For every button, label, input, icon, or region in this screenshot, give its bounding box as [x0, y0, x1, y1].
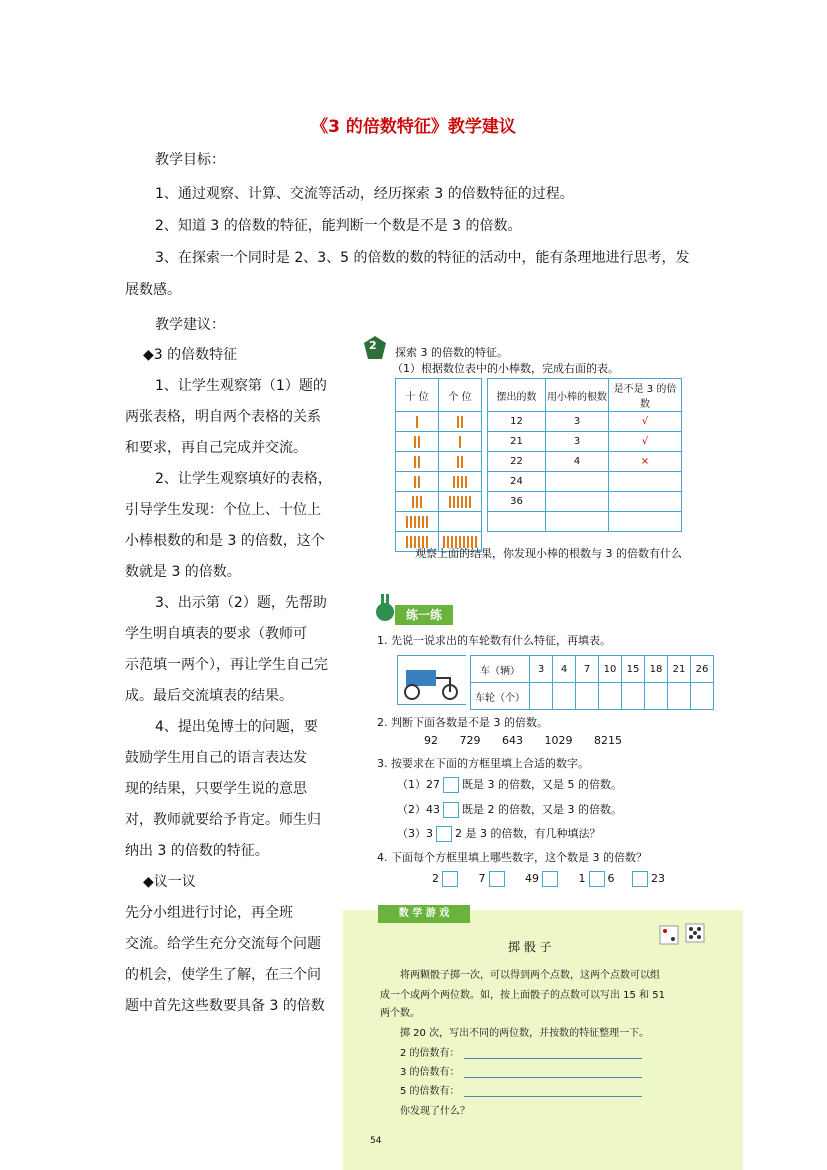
question-1: （1）根据数位表中的小棒数，完成右面的表。 — [392, 362, 619, 375]
rod-row — [396, 452, 482, 472]
wheel-label-cars: 车（辆） — [471, 656, 530, 683]
game-text: 将两颗骰子掷一次，可以得到两个点数，这两个点数可以组 — [400, 970, 660, 981]
car-count: 10 — [599, 656, 622, 683]
wheel-answer-cell[interactable] — [576, 683, 599, 710]
rod-stick — [461, 476, 463, 488]
rod-header-tens: 十 位 — [396, 379, 439, 412]
number: 1029 — [544, 734, 573, 747]
rod-stick — [414, 456, 416, 468]
rod-stick — [410, 536, 412, 548]
rod-cell — [396, 472, 439, 492]
rod-stick — [414, 476, 416, 488]
rod-stick — [418, 436, 420, 448]
result-cell: × — [609, 452, 682, 472]
wheel-answer-cell[interactable] — [622, 683, 645, 710]
wheel-answer-cell[interactable] — [530, 683, 553, 710]
dice-icon — [658, 922, 708, 946]
car-count: 15 — [622, 656, 645, 683]
rod-stick — [406, 536, 408, 548]
result-cell — [609, 512, 682, 532]
left-line: 纳出 3 的倍数的特征。 — [125, 843, 269, 859]
rod-cell — [396, 512, 439, 532]
game-text: 成一个或两个两位数。如，按上面骰子的点数可以写出 15 和 51 — [380, 990, 665, 1001]
answer-box[interactable] — [443, 777, 459, 793]
p3a-suffix: 既是 3 的倍数，又是 5 的倍数。 — [462, 778, 622, 791]
left-line: 两张表格，明自两个表格的关系 — [125, 409, 321, 425]
page-number: 54 — [370, 1136, 382, 1146]
left-line: 成。最后交流填表的结果。 — [125, 688, 293, 704]
game-tag: 数 学 游 戏 — [378, 905, 470, 923]
answer-box[interactable] — [542, 871, 558, 887]
rod-stick — [422, 516, 424, 528]
rod-stick — [414, 516, 416, 528]
left-line: 和要求，再自己完成并交流。 — [125, 440, 307, 456]
result-row — [488, 512, 682, 532]
rod-cell — [396, 432, 439, 452]
rod-stick — [461, 416, 463, 428]
rod-row — [396, 432, 482, 452]
left-line: 1、让学生观察第（1）题的 — [155, 378, 327, 394]
practice-1: 1. 先说一说求出的车轮数有什么特征，再填表。 — [377, 634, 611, 647]
rod-cell — [439, 452, 482, 472]
rod-stick — [414, 436, 416, 448]
wheel-answer-cell[interactable] — [645, 683, 668, 710]
result-cell — [546, 492, 609, 512]
left-line: 鼓励学生用自己的语言表达发 — [125, 750, 307, 766]
practice-3a — [397, 776, 622, 793]
rod-stick — [457, 416, 459, 428]
left-line: 先分小组进行讨论，再全班 — [125, 905, 293, 921]
rod-cell — [396, 412, 439, 432]
result-cell: 24 — [488, 472, 546, 492]
left-line: 小棒根数的和是 3 的倍数，这个 — [125, 533, 325, 549]
rod-cell — [439, 432, 482, 452]
car-count: 3 — [530, 656, 553, 683]
digit: 49 — [525, 872, 539, 885]
left-line: 2、让学生观察填好的表格， — [155, 471, 332, 487]
practice-3b — [397, 801, 622, 818]
wheel-answer-cell[interactable] — [553, 683, 576, 710]
result-cell: 36 — [488, 492, 546, 512]
result-cell — [609, 492, 682, 512]
rod-row — [396, 412, 482, 432]
left-line: 4、提出兔博士的问题，要 — [155, 719, 318, 735]
fill-label: 3 的倍数有： — [400, 1067, 460, 1078]
wheel-answer-cell[interactable] — [691, 683, 714, 710]
result-row — [488, 472, 682, 492]
result-row — [488, 452, 682, 472]
rod-cell — [439, 512, 482, 532]
rod-stick — [453, 496, 455, 508]
section-heading: ◆3 的倍数特征 — [143, 347, 238, 363]
result-cell: 3 — [546, 432, 609, 452]
digit: 6 — [607, 872, 615, 885]
left-line: 对，教师就要给予肯定。师生归 — [125, 812, 321, 828]
digit: 1 — [578, 872, 586, 885]
result-row — [488, 432, 682, 452]
rod-stick — [457, 476, 459, 488]
game-text: 两个数。 — [380, 1008, 420, 1019]
result-cell: 21 — [488, 432, 546, 452]
rod-stick — [461, 496, 463, 508]
practice-3c — [397, 825, 601, 842]
rod-stick — [459, 436, 461, 448]
res-header-rods: 用小棒的根数 — [546, 379, 609, 412]
rod-stick — [418, 476, 420, 488]
rod-stick — [416, 496, 418, 508]
answer-box[interactable] — [443, 802, 459, 818]
rod-stick — [418, 516, 420, 528]
fill-line — [400, 1044, 642, 1059]
p3b-suffix: 既是 2 的倍数，又是 3 的倍数。 — [462, 803, 622, 816]
left-line: 题中首先这些数要具备 3 的倍数 — [125, 998, 325, 1014]
car-count: 4 — [553, 656, 576, 683]
rod-cell — [396, 452, 439, 472]
rod-stick — [406, 516, 408, 528]
result-cell: √ — [609, 412, 682, 432]
result-table — [487, 378, 682, 532]
answer-line[interactable] — [464, 1077, 642, 1078]
result-cell: 22 — [488, 452, 546, 472]
tricycle-icon — [397, 655, 466, 705]
result-cell — [488, 512, 546, 532]
answer-line[interactable] — [464, 1058, 642, 1059]
rod-stick — [412, 496, 414, 508]
practice-2: 2. 判断下面各数是不是 3 的倍数。 — [377, 716, 548, 729]
practice-4: 4. 下面每个方框里填上哪些数字，这个数是 3 的倍数？ — [377, 851, 647, 864]
rod-row — [396, 472, 482, 492]
number: 92 — [424, 734, 438, 747]
res-header-number: 摆出的数 — [488, 379, 546, 412]
rod-cell — [439, 492, 482, 512]
result-cell: √ — [609, 432, 682, 452]
rod-cell — [396, 492, 439, 512]
rod-stick — [465, 496, 467, 508]
fill-line — [400, 1063, 642, 1078]
rod-stick — [426, 516, 428, 528]
answer-box[interactable] — [632, 871, 648, 887]
practice-4-items — [432, 871, 665, 887]
rod-stick — [418, 456, 420, 468]
game-title: 掷 骰 子 — [508, 940, 552, 954]
badge-number: 2 — [369, 339, 377, 352]
rod-stick — [416, 416, 418, 428]
result-cell: 12 — [488, 412, 546, 432]
wheel-table — [470, 655, 714, 710]
rod-stick — [465, 476, 467, 488]
number: 643 — [502, 734, 523, 747]
practice-label: 练一练 — [395, 605, 453, 625]
goal-3-cont: 展数感。 — [125, 282, 181, 298]
number: 729 — [459, 734, 481, 747]
number: 8215 — [594, 734, 622, 747]
rod-stick — [461, 456, 463, 468]
rod-stick — [453, 476, 455, 488]
fill-line — [400, 1082, 642, 1097]
p3a-prefix: （1）27 — [397, 778, 440, 791]
left-line: 学生明自填表的要求（教师可 — [125, 626, 307, 642]
goal-2: 2、知道 3 的倍数的特征，能判断一个数是不是 3 的倍数。 — [155, 218, 522, 234]
result-cell — [546, 472, 609, 492]
rod-stick — [410, 516, 412, 528]
wheel-label-wheels: 车轮（个） — [471, 683, 530, 710]
rod-stick — [457, 456, 459, 468]
suggest-heading: 教学建议： — [155, 317, 225, 333]
result-cell — [546, 512, 609, 532]
goals-heading: 教学目标： — [155, 152, 225, 168]
rod-cell — [439, 412, 482, 432]
section-heading: ◆议一议 — [143, 874, 196, 890]
answer-box[interactable] — [442, 871, 458, 887]
rod-stick — [469, 496, 471, 508]
answer-line[interactable] — [464, 1096, 642, 1097]
result-cell — [609, 472, 682, 492]
goal-3: 3、在探索一个同时是 2、3、5 的倍数的数的特征的活动中，能有条理地进行思考，发 — [155, 250, 690, 266]
wheel-answer-cell[interactable] — [668, 683, 691, 710]
result-cell: 3 — [546, 412, 609, 432]
result-row — [488, 412, 682, 432]
digit: 2 — [432, 872, 439, 885]
rod-header-ones: 个 位 — [439, 379, 482, 412]
left-line: 的机会，使学生了解，在三个问 — [125, 967, 321, 983]
explore-text: 探索 3 的倍数的特征。 — [395, 346, 508, 359]
left-line: 交流。给学生充分交流每个问题 — [125, 936, 321, 952]
rod-table — [395, 378, 482, 552]
practice-2-numbers — [424, 734, 622, 747]
car-count: 21 — [668, 656, 691, 683]
observe-text: 观察上面的结果，你发现小棒的根数与 3 的倍数有什么 — [415, 547, 682, 560]
left-line: 3、出示第（2）题，先帮助 — [155, 595, 327, 611]
p3c-suffix: 2 是 3 的倍数，有几种填法？ — [455, 827, 601, 840]
game-text: 掷 20 次，写出不同的两位数，并按数的特征整理一下。 — [400, 1028, 650, 1039]
page-title: 《3 的倍数特征》教学建议 — [311, 117, 516, 137]
rod-stick — [449, 496, 451, 508]
rod-row — [396, 492, 482, 512]
answer-box[interactable] — [436, 826, 452, 842]
car-count: 26 — [691, 656, 714, 683]
wheel-answer-cell[interactable] — [599, 683, 622, 710]
fill-label: 2 的倍数有： — [400, 1048, 460, 1059]
car-count: 18 — [645, 656, 668, 683]
rod-stick — [457, 496, 459, 508]
rod-cell — [439, 472, 482, 492]
res-header-multiple: 是不是 3 的倍数 — [609, 379, 682, 412]
rod-stick — [420, 496, 422, 508]
left-line: 现的结果，只要学生说的意思 — [125, 781, 307, 797]
left-line: 数就是 3 的倍数。 — [125, 564, 241, 580]
p3c-prefix: （3）3 — [397, 827, 433, 840]
goal-1: 1、通过观察、计算、交流等活动，经历探索 3 的倍数特征的过程。 — [155, 186, 574, 202]
p3b-prefix: （2）43 — [397, 803, 440, 816]
left-line: 引导学生发现：个位上、十位上 — [125, 502, 321, 518]
found-question: 你发现了什么？ — [400, 1106, 470, 1117]
answer-box[interactable] — [589, 871, 605, 887]
digit: 7 — [478, 872, 486, 885]
practice-3: 3. 按要求在下面的方框里填上合适的数字。 — [377, 757, 589, 770]
digit: 23 — [651, 872, 665, 885]
left-column — [125, 340, 340, 1022]
fill-label: 5 的倍数有： — [400, 1086, 460, 1097]
left-line: 示范填一两个），再让学生自己完 — [125, 657, 328, 673]
result-cell: 4 — [546, 452, 609, 472]
result-row — [488, 492, 682, 512]
car-count: 7 — [576, 656, 599, 683]
answer-box[interactable] — [489, 871, 505, 887]
rod-row — [396, 512, 482, 532]
